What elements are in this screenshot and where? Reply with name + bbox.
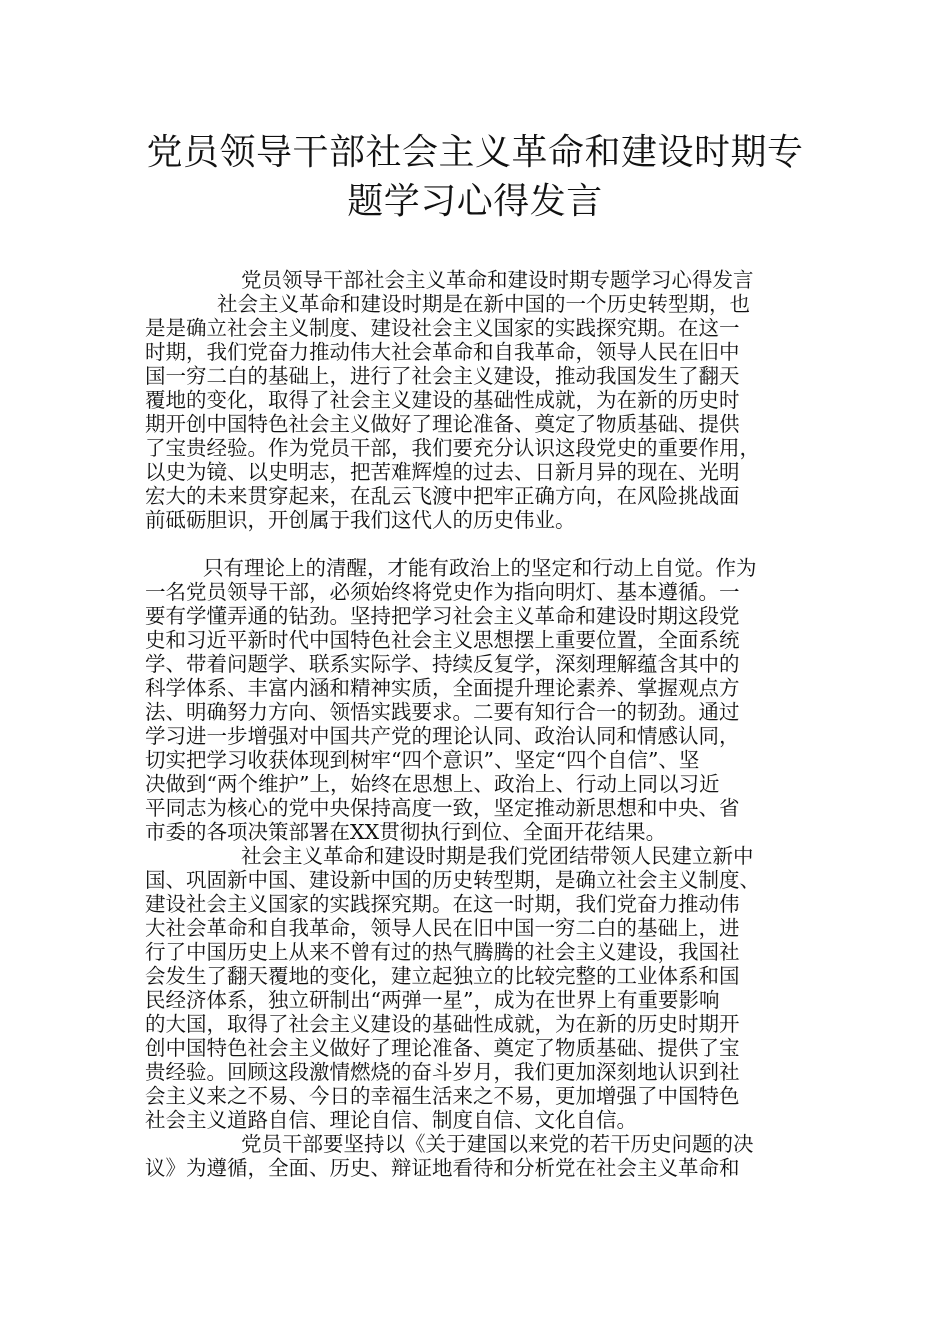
paragraph-line: 市委的各项决策部署在XX贯彻执行到位、全面开花结果。 [145,820,667,844]
paragraph-line: 国、巩固新中国、建设新中国的历史转型期，是确立社会主义制度、 [145,868,760,892]
paragraph-line: 是是确立社会主义制度、建设社会主义国家的实践探究期。在这一 [145,316,740,340]
paragraph-line: 党员干部要坚持以《关于建国以来党的若干历史问题的决 [241,1132,754,1156]
paragraph-line: 时期，我们党奋力推动伟大社会革命和自我革命，领导人民在旧中 [145,340,740,364]
paragraph-line: 法、明确努力方向、领悟实践要求。二要有知行合一的韧劲。通过 [145,700,740,724]
paragraph-line: 以史为镜、以史明志，把苦难辉煌的过去、日新月异的现在、光明 [145,460,740,484]
paragraph-line: 学习进一步增强对中国共产党的理论认同、政治认同和情感认同， [145,724,740,748]
paragraph-line: 覆地的变化，取得了社会主义建设的基础性成就，为在新的历史时 [145,388,740,412]
title-line: 题学习心得发言 [347,181,603,222]
paragraph-line: 平同志为核心的党中央保持高度一致，坚定推动新思想和中央、省 [145,796,740,820]
paragraph-line: 切实把学习收获体现到树牢“四个意识”、坚定“四个自信”、坚 [145,748,700,772]
paragraph-line: 了宝贵经验。作为党员干部，我们要充分认识这段党史的重要作用， [145,436,760,460]
paragraph-line: 贵经验。回顾这段激情燃烧的奋斗岁月，我们更加深刻地认识到社 [145,1060,740,1084]
paragraph-line: 社会主义革命和建设时期是我们党团结带领人民建立新中 [241,844,754,868]
paragraph-4 [145,1132,815,1180]
document-title [120,128,830,226]
paragraph-line: 要有学懂弄通的钻劲。坚持把学习社会主义革命和建设时期这段党 [145,604,740,628]
paragraph-line: 议》为遵循，全面、历史、辩证地看待和分析党在社会主义革命和 [145,1156,740,1180]
paragraph-line: 宏大的未来贯穿起来，在乱云飞渡中把牢正确方向，在风险挑战面 [145,484,740,508]
paragraph-line: 的大国，取得了社会主义建设的基础性成就，为在新的历史时期开 [145,1012,740,1036]
paragraph-3 [145,844,815,1132]
paragraph-spacer [145,532,815,556]
title-line: 党员领导干部社会主义革命和建设时期专 [146,132,804,173]
paragraph-line: 史和习近平新时代中国特色社会主义思想摆上重要位置，全面系统 [145,628,740,652]
paragraph-line: 决做到“两个维护”上，始终在思想上、政治上、行动上同以习近 [145,772,720,796]
paragraph-line: 一名党员领导干部，必须始终将党史作为指向明灯、基本遵循。一 [145,580,740,604]
paragraph-line: 会主义来之不易、今日的幸福生活来之不易，更加增强了中国特色 [145,1084,740,1108]
paragraph-line: 学、带着问题学、联系实际学、持续反复学，深刻理解蕴含其中的 [145,652,740,676]
paragraph-1 [145,292,815,532]
paragraph-line: 创中国特色社会主义做好了理论准备、奠定了物质基础、提供了宝 [145,1036,740,1060]
paragraph-line: 只有理论上的清醒，才能有政治上的坚定和行动上自觉。作为 [203,556,757,580]
paragraph-line: 大社会革命和自我革命，领导人民在旧中国一穷二白的基础上，进 [145,916,740,940]
paragraph-line: 科学体系、丰富内涵和精神实质，全面提升理论素养、掌握观点方 [145,676,740,700]
paragraph-line: 建设社会主义国家的实践探究期。在这一时期，我们党奋力推动伟 [145,892,740,916]
paragraph-line: 会发生了翻天覆地的变化，建立起独立的比较完整的工业体系和国 [145,964,740,988]
paragraph-2 [145,556,815,844]
paragraph-line: 民经济体系，独立研制出“两弹一星”，成为在世界上有重要影响 [145,988,720,1012]
paragraph-line: 社会主义革命和建设时期是在新中国的一个历史转型期，也 [217,292,750,316]
paragraph-line: 国一穷二白的基础上，进行了社会主义建设，推动我国发生了翻天 [145,364,740,388]
paragraph-line: 期开创中国特色社会主义做好了理论准备、奠定了物质基础、提供 [145,412,740,436]
document-body [145,268,815,1180]
paragraph-line: 行了中国历史上从来不曾有过的热气腾腾的社会主义建设，我国社 [145,940,740,964]
paragraph-line: 社会主义道路自信、理论自信、制度自信、文化自信。 [145,1108,637,1132]
paragraph-line: 前砥砺胆识，开创属于我们这代人的历史伟业。 [145,508,576,532]
subtitle-line: 党员领导干部社会主义革命和建设时期专题学习心得发言 [241,268,754,292]
